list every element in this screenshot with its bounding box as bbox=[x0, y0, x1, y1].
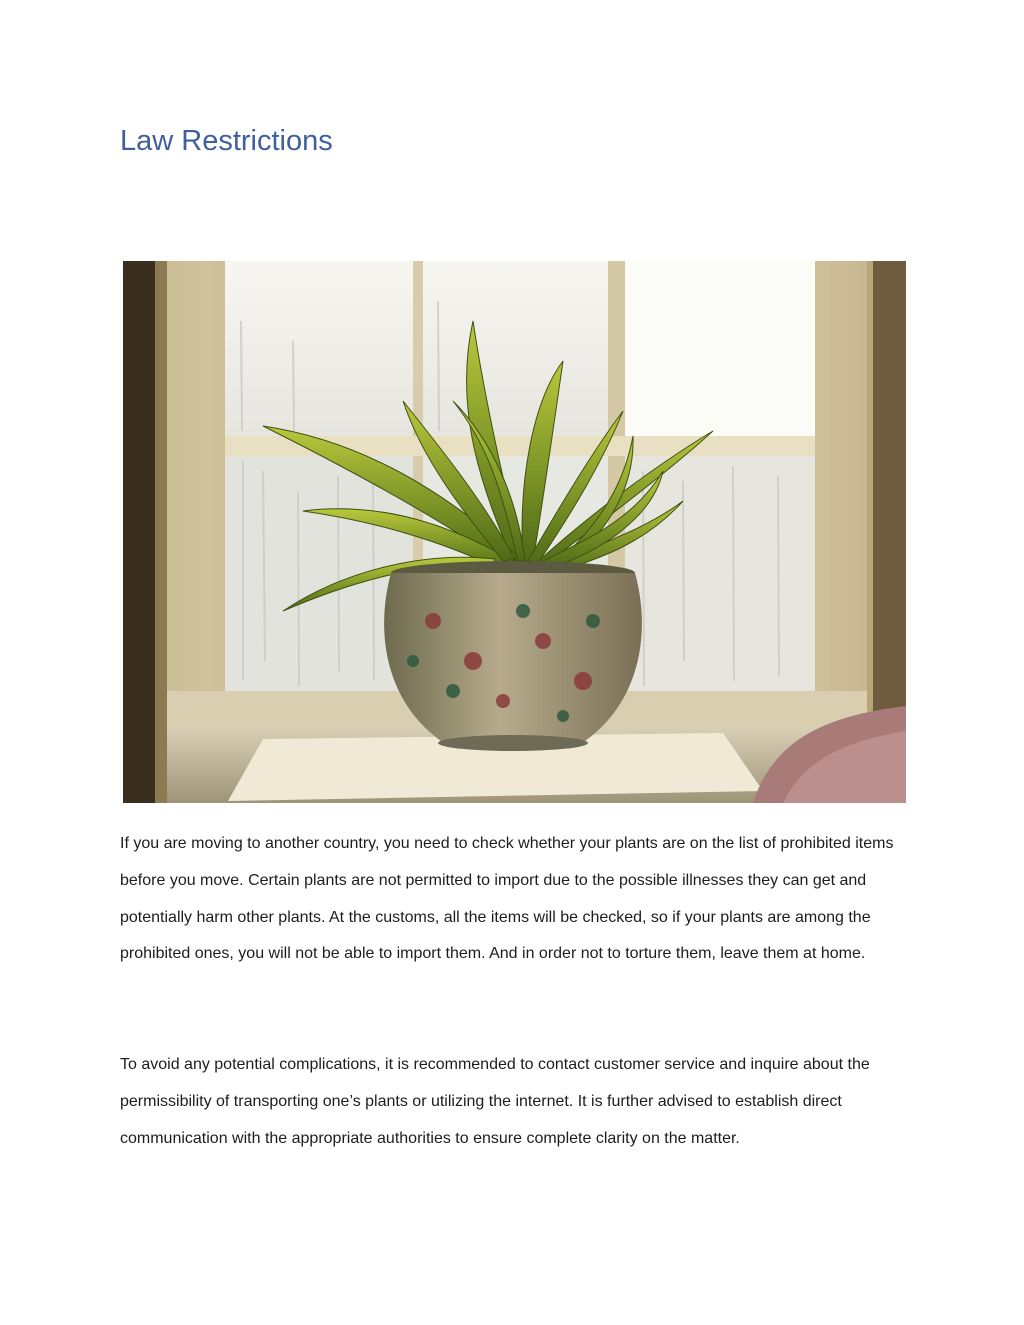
plant-window-photo bbox=[123, 261, 906, 803]
plant-window-illustration bbox=[123, 261, 906, 803]
page-title: Law Restrictions bbox=[120, 125, 333, 157]
paragraph-avoid-complications: To avoid any potential complications, it is recommended to contact customer service and inquire about the permissibility of transporting one’s plants or utilizing the internet. It is further advised to establish direct communication with the appropriate authorities to ensure complete clarity on the matter. bbox=[120, 1056, 870, 1147]
paragraph-moving-plants: If you are moving to another country, you need to check whether your plants are on the list of prohibited items before you move. Certain plants are not permitted to import due to the possible illnesses they can get and potentially harm other plants. At the customs, all the items will be checked, so if your plants are among the prohibited ones, you will not be able to import them. And in order not to torture them, leave them at home. bbox=[120, 835, 894, 963]
